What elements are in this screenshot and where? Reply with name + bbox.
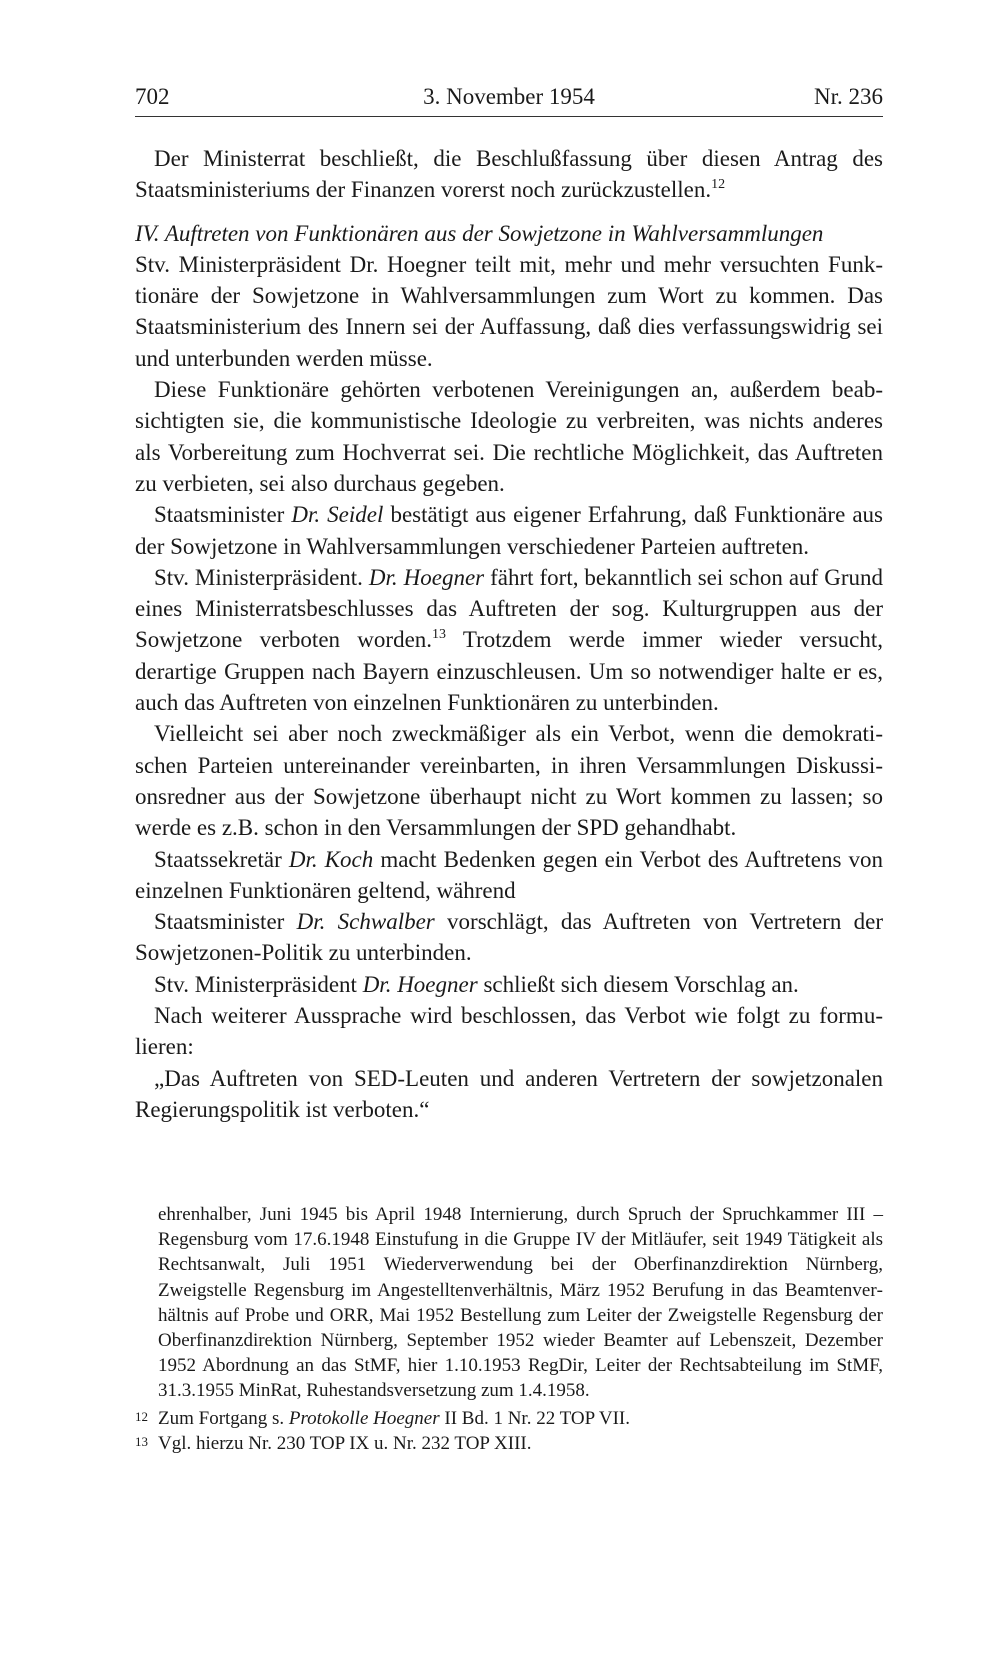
footnote-continuation: ehrenhalber, Juni 1945 bis April 1948 Internierung, durch Spruch der Spruchkammer III – Regensburg vom 17.6.1948 Einstufung in die Gruppe IV der Mitläufer, seit 1949 Tätigkeit als Rechtsanwalt, Juli 1951 Wiederverwendung bei der Oberfinanzdirektion Nürnberg, Zweigstelle Regensburg im Angestelltenverhältnis, März 1952 Berufung in das Beamtenverhältnis auf Probe und ORR, Mai 1952 Bestellung zum Leiter der Zweigstelle Regensburg der Oberfinanzdirektion Nürnberg, September 1952 wieder Beamter auf Lebenszeit, Dezember 1952 Abordnung an das StMF, hier 1.10.1953 RegDir, Leiter der Rechtsabteilung im StMF, 31.3.1955 MinRat, Ruhestandsversetzung zum 1.4.1958.: [158, 1204, 883, 1402]
speaker-name: Dr. Hoegner: [368, 564, 485, 590]
paragraph-seidel: Staatsminister Dr. Seidel bestätigt aus eigener Erfahrung, daß Funktionäre aus der Sowjetzone in Wahlversammlungen verschiedener Parteien auftreten.: [135, 502, 883, 559]
page-number: 702: [135, 84, 170, 109]
main-text: [135, 143, 883, 1125]
speaker-name: Dr. Seidel: [291, 502, 384, 528]
speaker-name: Dr. Schwalber: [296, 909, 435, 935]
paragraph-agreement-proposal: Vielleicht sei aber noch zweckmäßiger als ein Verbot, wenn die demokratischen Parteien untereinander vereinbarten, in ihren Versammlungen Diskussionsredner aus der Sowjetzone überhaupt nicht zu Wort kommen zu lassen; so werde es z.B. schon in den Versammlungen der SPD gehandhabt.: [135, 721, 883, 841]
speaker-name: Dr. Koch: [288, 846, 374, 872]
paragraph-hoegner-agrees: Stv. Ministerpräsident Dr. Hoegner schließt sich diesem Vorschlag an.: [154, 971, 799, 997]
paragraph-schwalber: Staatsminister Dr. Schwalber vorschlägt, das Auftreten von Vertretern der Sowjetzonen-Politik zu unterbinden.: [135, 909, 883, 966]
header-date: 3. November 1954: [423, 84, 595, 109]
paragraph-hoegner-report: Stv. Ministerpräsident Dr. Hoegner teilt mit, mehr und mehr versuchten Funktionäre der Sowjetzone in Wahlversammlungen zum Wort zu kommen. Das Staatsministerium des Innern sei der Auffassung, daß dies verfassungswidrig sei und unterbunden werden müsse.: [135, 251, 883, 371]
footnote-number: 12: [135, 1408, 148, 1424]
paragraph-hoegner-continues: Stv. Ministerpräsident. Dr. Hoegner fährt fort, bekanntlich sei schon auf Grund eines Ministerratsbeschlusses das Auftreten der sog. Kulturgruppen aus der Sowjetzone verboten worden.$^{13}$ Trotzdem werde immer wieder versucht, derartige Gruppen nach Bayern einzuschleusen. Um so notwendiger halte er es, auch das Auftreten von einzelnen Funktionären zu unterbinden.: [135, 564, 883, 716]
footnote-ref-12: 12: [711, 177, 726, 193]
paragraph-resolution: Nach weiterer Aussprache wird beschlossen, das Verbot wie folgt zu formulieren:: [135, 1003, 883, 1060]
paragraph-deferral: Der Ministerrat beschließt, die Beschlußfassung über diesen Antrag des Staatsministeriums der Finanzen vorerst noch zurückzustellen.$^{12}$: [135, 146, 883, 203]
footnote-number: 13: [135, 1433, 148, 1449]
page: [135, 78, 883, 1125]
footnote-13: 13 Vgl. hierzu Nr. 230 TOP IX u. Nr. 232 TOP XIII.: [135, 1431, 883, 1456]
paragraph-functionaries: Diese Funktionäre gehörten verbotenen Vereinigungen an, außerdem beabsichtigten sie, die kommunistische Ideologie zu verbreiten, was nichts anderes als Vorbereitung zum Hochverrat sei. Die rechtliche Möglichkeit, das Auftreten zu verbieten, sei also durchaus gegeben.: [135, 377, 883, 496]
footnotes: [135, 1202, 883, 1456]
paragraph-quoted-ban: „Das Auftreten von SED-Leuten und anderen Vertretern der sowjetzonalen Regierungspolitik ist verboten.“: [135, 1065, 883, 1122]
running-header: [135, 78, 883, 117]
footnote-citation: Protokolle Hoegner: [288, 1407, 440, 1429]
footnote-12: 12 Zum Fortgang s. Protokolle Hoegner II Bd. 1 Nr. 22 TOP VII.: [135, 1406, 883, 1431]
issue-number: Nr. 236: [814, 84, 883, 109]
paragraph-koch: Staatssekretär Dr. Koch macht Bedenken gegen ein Verbot des Auftretens von einzelnen Funktionären geltend, während: [135, 846, 883, 903]
section-heading: IV. Auftreten von Funktionären aus der Sowjetzone in Wahlversammlungen: [135, 220, 824, 246]
footnote-ref-13: 13: [432, 627, 447, 643]
speaker-name: Dr. Hoegner: [362, 971, 478, 997]
